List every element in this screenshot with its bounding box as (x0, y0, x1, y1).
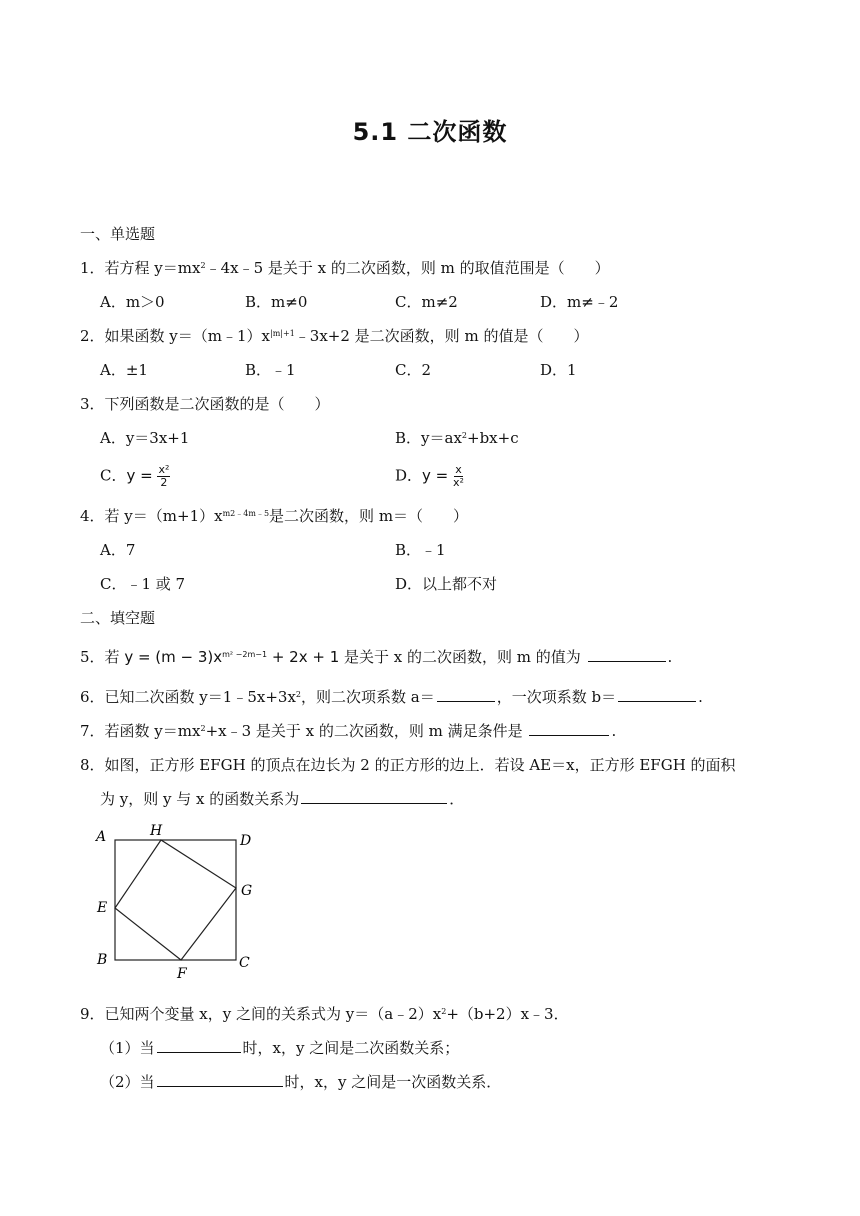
label-h: H (150, 823, 163, 839)
q4-option-d: D．以上都不对 (395, 575, 498, 593)
question-7-text-c: . (611, 722, 617, 740)
question-4-text-b: 是二次函数，则 m＝（ ） (269, 507, 469, 525)
question-8-text-a: 为 y，则 y 与 x 的函数关系为 (100, 790, 300, 808)
question-2 (80, 325, 588, 347)
question-9-part-1-text-a: （1）当 (100, 1039, 155, 1057)
label-e: E (97, 900, 108, 916)
q7-answer-blank[interactable] (529, 720, 609, 736)
question-7-text-a: 7．若函数 y＝mx (80, 722, 201, 740)
question-9-part-1 (100, 1037, 459, 1059)
question-5-text-a: 5．若 (80, 648, 125, 666)
section-heading-single-choice: 一、单选题 (80, 225, 156, 243)
question-5-math: y = (m − 3)x (124, 648, 223, 666)
question-2-sup: |m|+1 (270, 329, 295, 338)
q3-option-c-denominator: 2 (160, 476, 168, 489)
question-5 (80, 646, 672, 668)
q9-part-1-blank[interactable] (157, 1037, 241, 1053)
question-5-sup: m² −2m−1 (222, 650, 268, 659)
question-9-sup: 2 (441, 1007, 447, 1016)
inner-square-efgh (115, 840, 236, 960)
question-8-line-1: 8．如图，正方形 EFGH 的顶点在边长为 2 的正方形的边上．若设 AE＝x，正方形 EFGH 的面积 (80, 756, 736, 774)
q3-option-b-text-b: +bx+c (467, 429, 519, 447)
question-9 (80, 1003, 569, 1025)
question-9-text-b: +（b+2）x﹣3． (446, 1005, 569, 1023)
question-7-sup: 2 (200, 724, 206, 733)
question-6-text-c: ，一次项系数 b＝ (496, 688, 617, 706)
label-c: C (239, 955, 250, 971)
q1-option-a: A．m＞0 (100, 293, 165, 311)
question-5-text-c: . (667, 648, 673, 666)
q3-option-d-label: D． (395, 466, 423, 485)
q3-option-d (395, 464, 464, 489)
question-5-text-b: 是关于 x 的二次函数，则 m 的值为 (339, 648, 586, 666)
label-f: F (177, 966, 187, 980)
question-4-sup: m2﹣4m﹣5 (222, 509, 270, 518)
question-1-text-b: ﹣4x﹣5 是关于 x 的二次函数，则 m 的取值范围是（ ） (205, 259, 610, 277)
q5-answer-blank[interactable] (588, 646, 666, 662)
q1-option-c: C．m≠2 (395, 293, 458, 311)
question-7 (80, 720, 616, 742)
question-9-part-2-text-b: 时，x，y 之间是一次函数关系． (284, 1073, 502, 1091)
q4-option-b: B．﹣1 (395, 541, 446, 559)
q8-answer-blank[interactable] (301, 788, 447, 804)
question-1 (80, 257, 610, 279)
question-7-text-b: +x﹣3 是关于 x 的二次函数，则 m 满足条件是 (205, 722, 528, 740)
q2-option-b: B．﹣1 (245, 361, 296, 379)
question-4-text-a: 4．若 y＝（m+1）x (80, 507, 223, 525)
label-d: D (240, 833, 252, 849)
q3-option-b (395, 427, 519, 449)
question-2-text-a: 2．如果函数 y＝（m﹣1）x (80, 327, 271, 345)
q4-option-c: C．﹣1 或 7 (100, 575, 186, 593)
q3-option-c-math: y = (126, 466, 158, 485)
q1-option-d: D．m≠﹣2 (540, 293, 619, 311)
q2-option-c: C．2 (395, 361, 432, 379)
q3-option-d-math: y = (422, 466, 454, 485)
q1-option-b: B．m≠0 (245, 293, 308, 311)
question-5-math-b: + 2x + 1 (267, 648, 340, 666)
label-b: B (97, 952, 108, 968)
q6-blank-b[interactable] (618, 686, 696, 702)
question-9-part-2 (100, 1071, 501, 1093)
q3-option-d-numerator: x (455, 463, 462, 476)
q3-option-d-fraction (453, 464, 464, 489)
q3-option-c-label: C． (100, 466, 127, 485)
question-9-part-2-text-a: （2）当 (100, 1073, 155, 1091)
q6-blank-a[interactable] (437, 686, 495, 702)
question-8-line-2 (100, 788, 464, 810)
q2-option-d: D．1 (540, 361, 577, 379)
q4-option-a: A．7 (100, 541, 136, 559)
q9-part-2-blank[interactable] (157, 1071, 283, 1087)
question-4 (80, 505, 468, 527)
label-a: A (96, 829, 107, 845)
question-6-sup: 2 (295, 690, 301, 699)
question-9-text-a: 9．已知两个变量 x，y 之间的关系式为 y＝（a﹣2）x (80, 1005, 442, 1023)
q3-option-b-text-a: B．y＝ax (395, 429, 462, 447)
q3-option-d-denominator: x² (453, 476, 464, 489)
question-6 (80, 686, 703, 708)
question-9-part-1-text-b: 时，x，y 之间是二次函数关系； (242, 1039, 460, 1057)
question-3: 3．下列函数是二次函数的是（ ） (80, 395, 330, 413)
label-g: G (241, 883, 253, 899)
square-diagram (92, 820, 262, 980)
section-heading-fill-in: 二、填空题 (80, 609, 156, 627)
q3-option-b-sup: 2 (461, 431, 467, 440)
question-1-sup: 2 (200, 261, 206, 270)
q3-option-c (100, 464, 170, 489)
q3-option-a: A．y＝3x+1 (100, 429, 190, 447)
q2-option-a: A．±1 (100, 361, 148, 379)
page-title: 5.1 二次函数 (352, 118, 508, 146)
q3-option-c-numerator: x² (158, 463, 170, 476)
outer-square (115, 840, 236, 960)
question-6-text-b: ，则二次项系数 a＝ (301, 688, 435, 706)
question-2-text-b: ﹣3x+2 是二次函数，则 m 的值是（ ） (294, 327, 589, 345)
question-8-text-b: ． (449, 790, 465, 808)
question-1-text-a: 1．若方程 y＝mx (80, 259, 201, 277)
question-6-text-d: . (698, 688, 703, 706)
q3-option-c-fraction (157, 464, 170, 489)
question-6-text-a: 6．已知二次函数 y＝1﹣5x+3x (80, 688, 296, 706)
